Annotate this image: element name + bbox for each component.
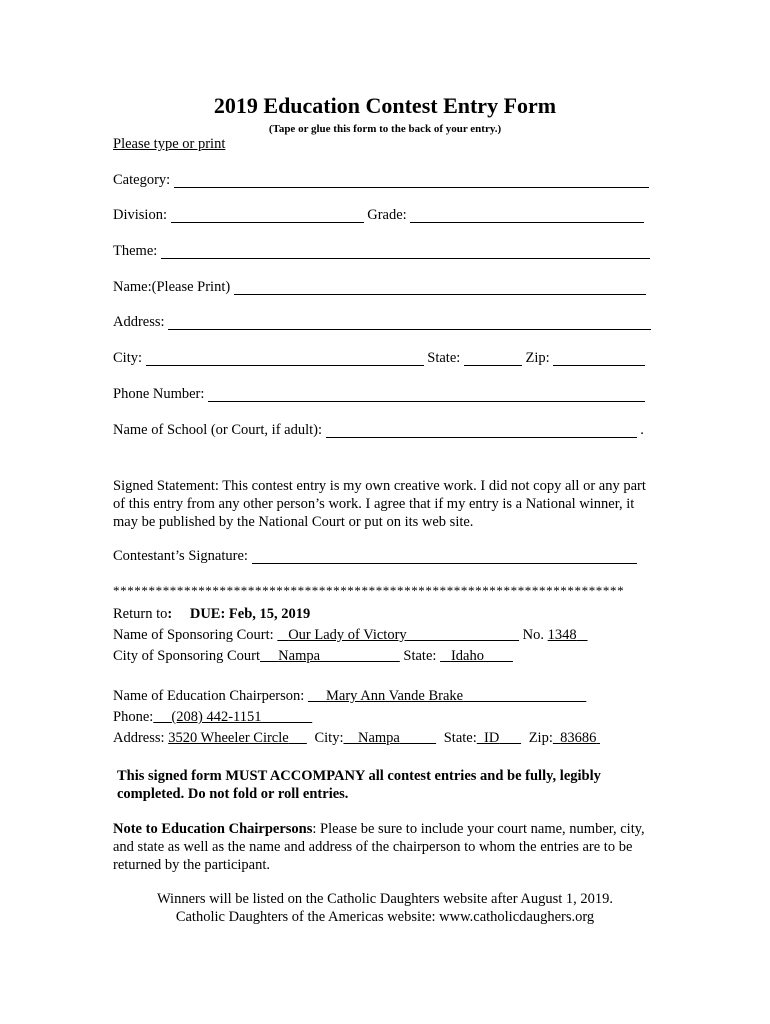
form-title: 2019 Education Contest Entry Form (213, 93, 557, 118)
instruction-text: Please type or print (113, 136, 226, 152)
school-label: Name of School (or Court, if adult): (113, 422, 322, 438)
address-row (113, 313, 651, 331)
chair-label: Name of Education Chairperson: (113, 688, 305, 704)
state-field[interactable] (464, 351, 522, 366)
phone-label: Phone Number: (113, 386, 205, 402)
chair-phone-row (113, 708, 312, 726)
chair-state-value: ID (484, 730, 500, 746)
signature-field[interactable] (252, 549, 637, 564)
chair-zip-label: Zip: (528, 730, 553, 746)
note-label: Note to Education Chairpersons (113, 821, 313, 837)
court-no-label: No. (522, 627, 545, 643)
state-label: State: (427, 350, 461, 366)
chair-city-value: Nampa (357, 730, 400, 746)
name-row (113, 278, 646, 296)
city-label: City: (113, 350, 143, 366)
division-label: Division: (113, 207, 167, 223)
theme-label: Theme: (113, 243, 158, 259)
name-label: Name:(Please Print) (113, 279, 231, 295)
sponsoring-state-value: Idaho (450, 648, 484, 664)
signature-label: Contestant’s Signature: (113, 548, 248, 564)
chair-zip-wrap (553, 730, 600, 746)
note-text: : Please be sure to include your court name, number, city, and state as well as the name and address of the chairperson to whom the entries are to be returned by the participant. (113, 821, 645, 873)
division-field[interactable] (171, 208, 364, 223)
notice-text: This signed form MUST ACCOMPANY all contest entries and be fully, legibly completed. Do not fold or roll entries. (117, 768, 601, 802)
footer-winners: Winners will be listed on the Catholic Daughters website after August 1, 2019. (156, 891, 614, 907)
return-colon: : (167, 606, 173, 622)
city-field[interactable] (146, 351, 424, 366)
category-label: Category: (113, 172, 171, 188)
zip-field[interactable] (553, 351, 645, 366)
chair-value: Mary Ann Vande Brake (326, 688, 464, 704)
grade-label: Grade: (367, 207, 407, 223)
court-no-value: 1348 (547, 627, 577, 643)
court-value-wrap (277, 627, 519, 643)
chair-address-label: Address: (113, 730, 165, 746)
chair-zip-value: 83686 (560, 730, 597, 746)
chair-address-row (113, 729, 600, 747)
sponsoring-state-wrap (440, 648, 513, 664)
chair-address-value: 3520 Wheeler Circle (168, 730, 289, 746)
division-grade-row (113, 206, 644, 224)
category-field[interactable] (174, 173, 649, 188)
theme-row (113, 242, 650, 260)
chair-city-label: City: (314, 730, 344, 746)
zip-label: Zip: (525, 350, 550, 366)
chair-value-wrap (308, 688, 586, 704)
sponsoring-city-row (113, 647, 513, 665)
form-subtitle: (Tape or glue this form to the back of your entry.) (268, 123, 502, 135)
address-label: Address: (113, 314, 165, 330)
theme-field[interactable] (161, 244, 650, 259)
chair-city-wrap (343, 730, 436, 746)
address-field[interactable] (168, 315, 651, 330)
chair-phone-label: Phone: (113, 709, 154, 725)
sponsoring-court-row (113, 626, 588, 644)
court-label: Name of Sponsoring Court: (113, 627, 274, 643)
return-to-label: Return to (113, 606, 168, 622)
chair-phone-wrap (153, 709, 312, 725)
chairperson-row (113, 687, 586, 705)
sponsoring-city-value: Nampa (278, 648, 321, 664)
court-value: Our Lady of Victory (288, 627, 407, 643)
phone-field[interactable] (208, 387, 645, 402)
city-state-zip-row (113, 349, 645, 367)
sponsoring-city-wrap (260, 648, 400, 664)
chair-state-wrap (477, 730, 521, 746)
sponsoring-state-label: State: (403, 648, 437, 664)
chair-phone-value: (208) 442-1151 (171, 709, 262, 725)
name-field[interactable] (234, 280, 646, 295)
court-no-wrap (548, 627, 588, 643)
chair-state-label: State: (443, 730, 477, 746)
signature-row (113, 547, 637, 565)
school-field[interactable] (326, 423, 637, 438)
category-row (113, 171, 649, 189)
signed-statement: Signed Statement: This contest entry is my own creative work. I did not copy all or any part of this entry from any other person’s work. I agree that if my entry is a National winner, it may be published by the National Court or put on its web site. (113, 478, 646, 530)
school-period: . (640, 422, 644, 438)
star-separator: ************************************************************************ (113, 583, 625, 598)
chair-address-wrap (168, 730, 307, 746)
due-date: DUE: Feb, 15, 2019 (189, 606, 311, 622)
return-row (113, 605, 310, 623)
school-row (113, 421, 644, 439)
grade-field[interactable] (410, 208, 644, 223)
sponsoring-city-label: City of Sponsoring Court (113, 648, 261, 664)
footer-website: Catholic Daughters of the Americas website: www.catholicdaughers.org (175, 909, 595, 925)
note-paragraph (113, 820, 658, 874)
phone-row (113, 385, 645, 403)
